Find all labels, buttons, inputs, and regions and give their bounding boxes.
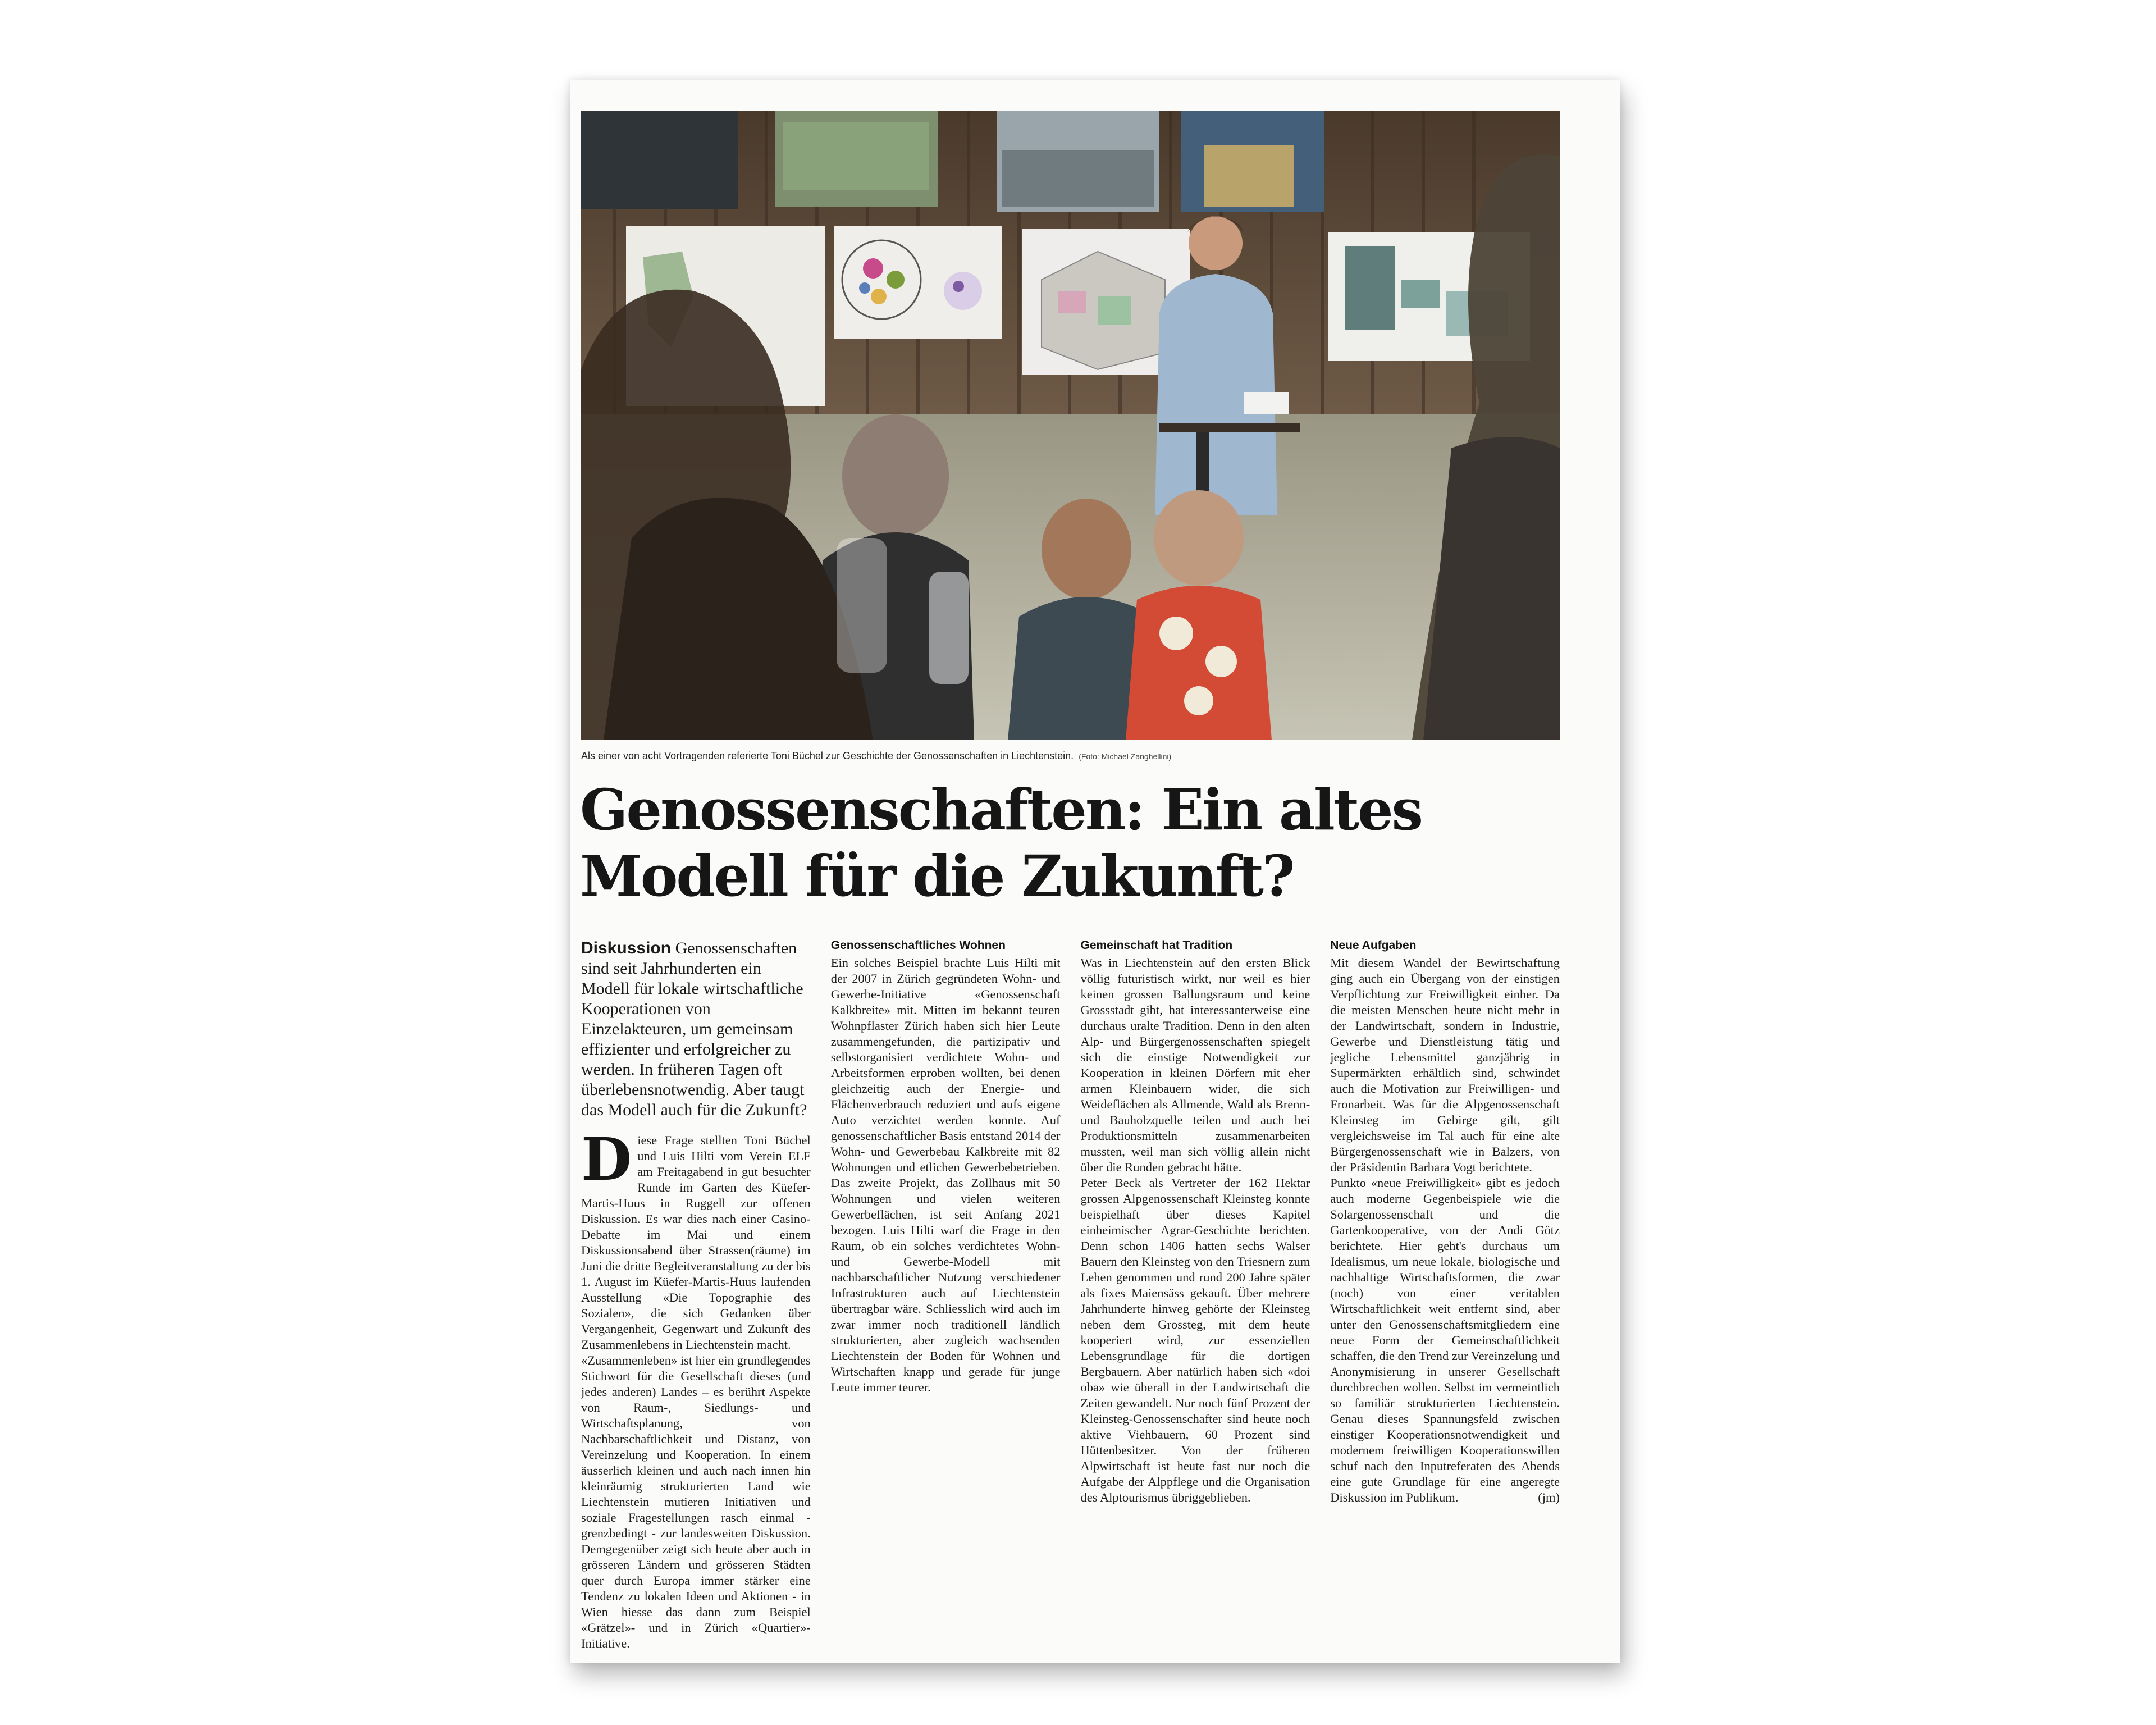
author-signoff: (jm) bbox=[1538, 1490, 1560, 1504]
article-columns bbox=[581, 938, 1560, 1651]
paragraph-6: Mit diesem Wandel der Bewirtschaftung ging auch ein Übergang von der einstigen Verpflichtung zur Freiwilligkeit einher. Da die meisten Menschen heute nicht mehr in der Landwirtschaft, sondern in Industrie, Gewerbe und Dienstleistung tätig und jegliche Lebensmittel ganzjährig in Supermärkten erhältlich sind, schwindet auch die Motivation zur Freiwilligen- und Fronarbeit. Was für die Alpgenossenschaft Kleinsteg im Gebirge gilt, gilt vergleichsweise im Tal auch für eine alte Bürgergenossenschaft wie in Balzers, von der Präsidentin Barbara Vogt berichtete. bbox=[1330, 956, 1560, 1174]
headline bbox=[580, 777, 1563, 909]
photo-caption bbox=[581, 750, 1560, 762]
article-photo bbox=[581, 111, 1560, 740]
paragraph-3: Ein solches Beispiel brachte Luis Hilti mit der 2007 in Zürich gegründeten Wohn- und Gewerbe-Initiative «Genossenschaft Kalkbreite» mit. Mitten im bekannt teuren Wohnpflaster Zürich haben sich hier Leute zusammengefunden, die partizipativ und selbstorganisiert verdichtete Wohn- und Arbeitsformen erproben wollten, bei denen gleichzeitig auch der Energie- und Flächenverbrauch reduziert und aufs eigene Auto verzichtet werden konnte. Auf genossenschaftlicher Basis entstand 2014 der Wohn- und Gewerbebau Kalkbreite mit 82 Wohnungen und etlichen Gewerbebetrieben. Das zweite Projekt, das Zollhaus mit 50 Wohnungen und vielen weiteren Gewerbeflächen, ist seit Anfang 2021 bezogen. Luis Hilti warf die Frage in den Raum, ob ein solches verdichtetes Wohn- und Gewerbe-Modell mit nachbarschaftlicher Nutzung verschiedener Infrastrukturen auch auf Liechtenstein übertragbar wäre. Schliesslich wird auch im zwar immer noch traditionell ländlich strukturierten, aber zugleich wachsenden Liechtenstein der Boden für Wohnen und Wirtschaften knapp und gerade für junge Leute immer teurer. bbox=[830, 956, 1061, 1394]
subhead-tradition: Gemeinschaft hat Tradition bbox=[1080, 939, 1233, 952]
column-4 bbox=[1330, 938, 1560, 1651]
column-3 bbox=[1081, 938, 1310, 1651]
lead-paragraph bbox=[581, 938, 811, 1120]
event-photo-illustration bbox=[581, 111, 1560, 740]
paragraph-4: Was in Liechtenstein auf den ersten Blick völlig futuristisch wirkt, nur weil es hier keinen grossen Ballungsraum und keine Grossstadt gibt, hat interessanterweise eine durchaus uralte Tradition. Denn in den alten Alp- und Bürgergenossenschaften spiegelt sich die einstige Notwendigkeit zur Kooperation in kleinen Dörfern mit eher armen Kleinbauern wider, die sich Weideflächen als Allmende, Wald als Brenn- und Bauholzquelle teilen und auch bei Produktionsmitteln zusammenarbeiten mussten, weil man sich völlig allein nicht über die Runden gebracht hätte. bbox=[1080, 956, 1310, 1174]
column-1 bbox=[581, 938, 811, 1651]
drop-cap: D bbox=[581, 1125, 632, 1194]
paragraph-1-text: iese Frage stellten Toni Büchel und Luis Hilti vom Verein ELF am Freitagabend in gut besuchter Runde im Garten des Küefer-Martis-Huus in Ruggell zur offenen Diskussion. Es war dies nach einer Casino-Debatte im Mai und einem Diskussionsabend über Strassen(räume) im Juni die dritte Begleitveranstaltung zu der bis 1. August im Küefer-Martis-Huus laufenden Ausstellung «Die Topographie des Sozialen», die sich Gedanken über Vergangenheit, Gegenwart und Zukunft des Zusammenlebens in Liechtenstein macht. bbox=[581, 1133, 811, 1352]
subhead-aufgaben: Neue Aufgaben bbox=[1330, 939, 1417, 952]
lead-kicker: Diskussion bbox=[581, 939, 672, 957]
headline-line-1: Genossenschaften: Ein altes bbox=[580, 777, 1422, 843]
column-2 bbox=[831, 938, 1061, 1651]
paragraph-7 bbox=[1330, 1175, 1560, 1505]
headline-line-2: Modell für die Zukunft? bbox=[580, 843, 1294, 909]
paragraph-2: «Zusammenleben» ist hier ein grundlegendes Stichwort für die Gesellschaft dieses (und jedes anderen) Landes – es berührt Aspekte von Raum-, Siedlungs- und Wirtschaftsplanung, von Nachbarschaftlichkeit und Distanz, von Vereinzelung und Kooperation. In einem äusserlich kleinen und auch nach innen hin kleinräumig strukturierten Land wie Liechtenstein mutieren Initiativen und soziale Fragestellungen rasch einmal - grenzbedingt - zur landesweiten Diskussion. Demgegenüber zeigt sich heute aber auch in grösseren Ländern und grösseren Städten quer durch Europa immer stärker eine Tendenz zu lokalen Ideen und Aktionen - in Wien hiesse das dann zum Beispiel «Grätzel»- und in Zürich «Quartier»-Initiative. bbox=[581, 1353, 811, 1650]
paragraph-7-text: Punkto «neue Freiwilligkeit» gibt es jedoch auch moderne Gegenbeispiele wie die Solargenossenschaft und die Gartenkooperative, von der Andi Götz berichtete. Hier geht's durchaus um Idealismus, um neue lokale, biologische und nachhaltige Wirtschaftsformen, die zwar (noch) von einer veritablen Wirtschaftlichkeit weit entfernt sind, aber unter den Genossenschaftsmitgliedern eine neue Form der Gemeinschaftlichkeit schaffen, die den Trend zur Vereinzelung und Anonymisierung in unserer Gesellschaft durchbrechen wollen. Selbst im vermeintlich so familiär strukturierten Liechtenstein. Genau dieses Spannungsfeld zwischen einstiger Kooperationsnotwendigkeit und modernem freiwilligen Kooperationswillen schuf nach den Inputreferaten des Abends eine gute Grundlage für eine angeregte Diskussion im Publikum. bbox=[1330, 1176, 1560, 1504]
lead-text: Genossenschaften sind seit Jahrhunderten ein Modell für lokale wirtschaftliche Kooperationen von Einzelakteuren, um gemeinsam effizienter und erfolgreicher zu werden. In früheren Tagen oft überlebensnotwendig. Aber taugt das Modell auch für die Zukunft? bbox=[581, 939, 807, 1119]
subhead-wohnen: Genossenschaftliches Wohnen bbox=[830, 939, 1006, 952]
paragraph-5: Peter Beck als Vertreter der 162 Hektar grossen Alpgenossenschaft Kleinsteg konnte beispielhaft über dieses Kapitel einheimischer Agrar-Geschichte berichten. Denn schon 1406 hatten sechs Walser Bauern den Kleinsteg von den Triesnern zum Lehen genommen und rund 200 Jahre später als fixes Maiensäss gekauft. Über mehrere Jahrhunderte hinweg gehörte der Kleinsteg neben dem Grossteg, mit dem heute kooperiert wird, zur essenziellen Lebensgrundlage für die dortigen Bergbauern. Aber natürlich haben sich «doi oba» wie überall in der Landwirtschaft die Zeiten gewandelt. Nur noch fünf Prozent der Kleinsteg-Genossenschafter sind heute noch aktive Viehbauern, 60 Prozent sind Hüttenbesitzer. Von der früheren Alpwirtschaft ist heute fast nur noch die Aufgabe der Alppflege und die Organisation des Alptourismus übriggeblieben. bbox=[1080, 1176, 1310, 1504]
newspaper-page bbox=[570, 80, 1620, 1663]
caption-text: Als einer von acht Vortragenden referierte Toni Büchel zur Geschichte der Genossenschaften in Liechtenstein. bbox=[581, 750, 1074, 761]
paragraph-1 bbox=[581, 1125, 811, 1353]
photo-credit: (Foto: Michael Zanghellini) bbox=[1079, 752, 1172, 761]
